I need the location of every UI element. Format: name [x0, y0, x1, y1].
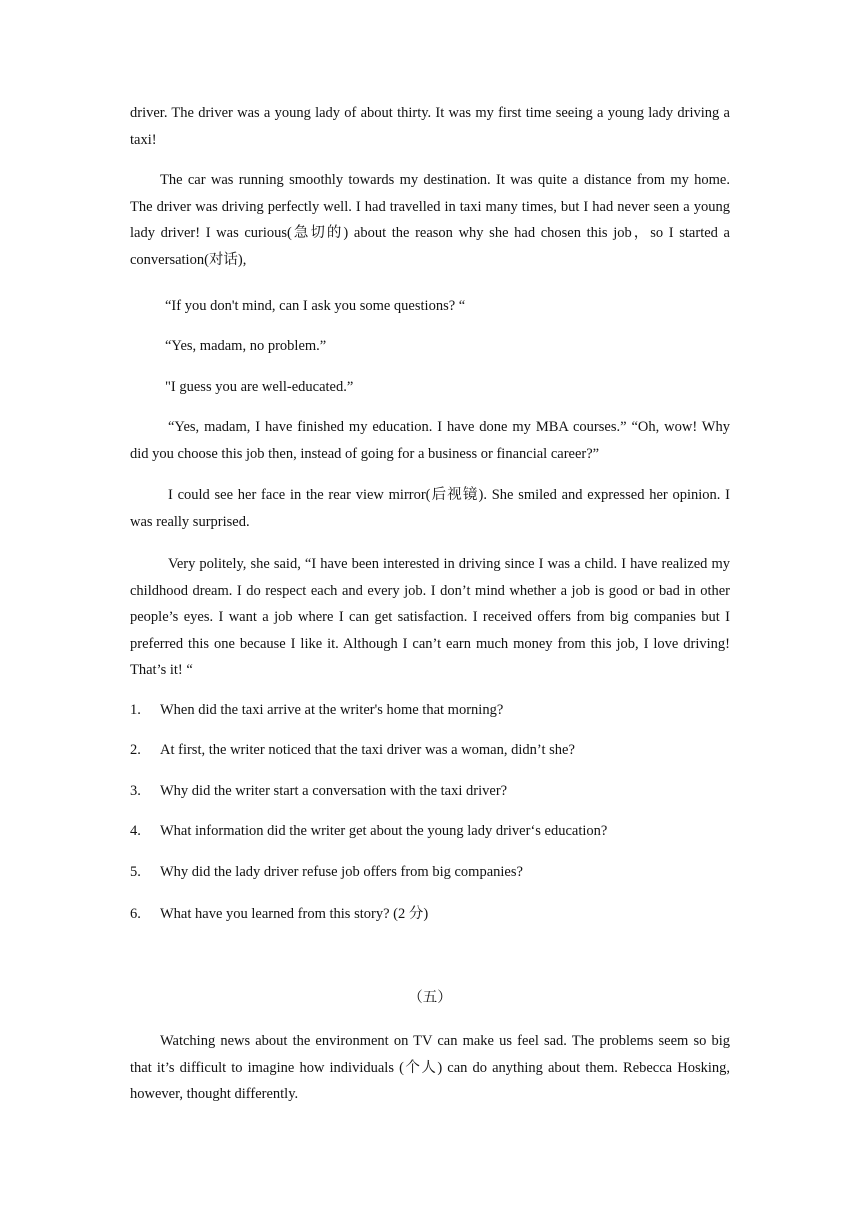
question-6: 6. What have you learned from this story? (2 分) — [130, 906, 429, 922]
paragraph-driver-answer: Very politely, she said, “I have been interested in driving since I was a child. I have realized my childhood dream. I do respect each and every job. I don’t mind whether a job is good or bad in other people’s eyes. I want a job where I can get satisfaction. I received offers from big companies but I preferred this one because I like it. Although I can’t earn much money from this job, I love driving! That’s it! “ — [130, 556, 730, 678]
question-3: 3. Why did the writer start a conversation with the taxi driver? — [130, 783, 508, 799]
section-heading: （五） — [408, 990, 452, 1006]
paragraph-car-running: The car was running smoothly towards my destination. It was quite a distance from my home. The driver was driving perfectly well. I had travelled in taxi many times, but I had never seen a young lady driver! I was curious(急切的) about the reason why she had chosen this job，so I started a conversation(对话), — [130, 172, 730, 268]
question-4: 4. What information did the writer get about the young lady driver‘s education? — [130, 823, 608, 839]
dialogue-line-2: “Yes, madam, no problem.” — [165, 338, 327, 354]
question-5: 5. Why did the lady driver refuse job offers from big companies? — [130, 864, 523, 880]
paragraph-environment: Watching news about the environment on TV can make us feel sad. The problems seem so big that it’s difficult to imagine how individuals (个人) can do anything about them. Rebecca Hosking, however, thought differently. — [130, 1033, 730, 1102]
paragraph-intro: driver. The driver was a young lady of about thirty. It was my first time seeing a young lady driving a taxi! — [130, 105, 730, 148]
dialogue-line-1: “If you don't mind, can I ask you some questions? “ — [165, 298, 466, 314]
dialogue-line-3: "I guess you are well-educated.” — [165, 379, 354, 395]
question-1: 1. When did the taxi arrive at the writer's home that morning? — [130, 702, 504, 718]
paragraph-education: “Yes, madam, I have finished my education. I have done my MBA courses.” “Oh, wow! Why did you choose this job then, instead of going for a business or financial career?” — [130, 419, 730, 462]
paragraph-mirror: I could see her face in the rear view mirror(后视镜). She smiled and expressed her opinion. I was really surprised. — [130, 487, 730, 530]
question-2: 2. At first, the writer noticed that the taxi driver was a woman, didn’t she? — [130, 742, 575, 758]
